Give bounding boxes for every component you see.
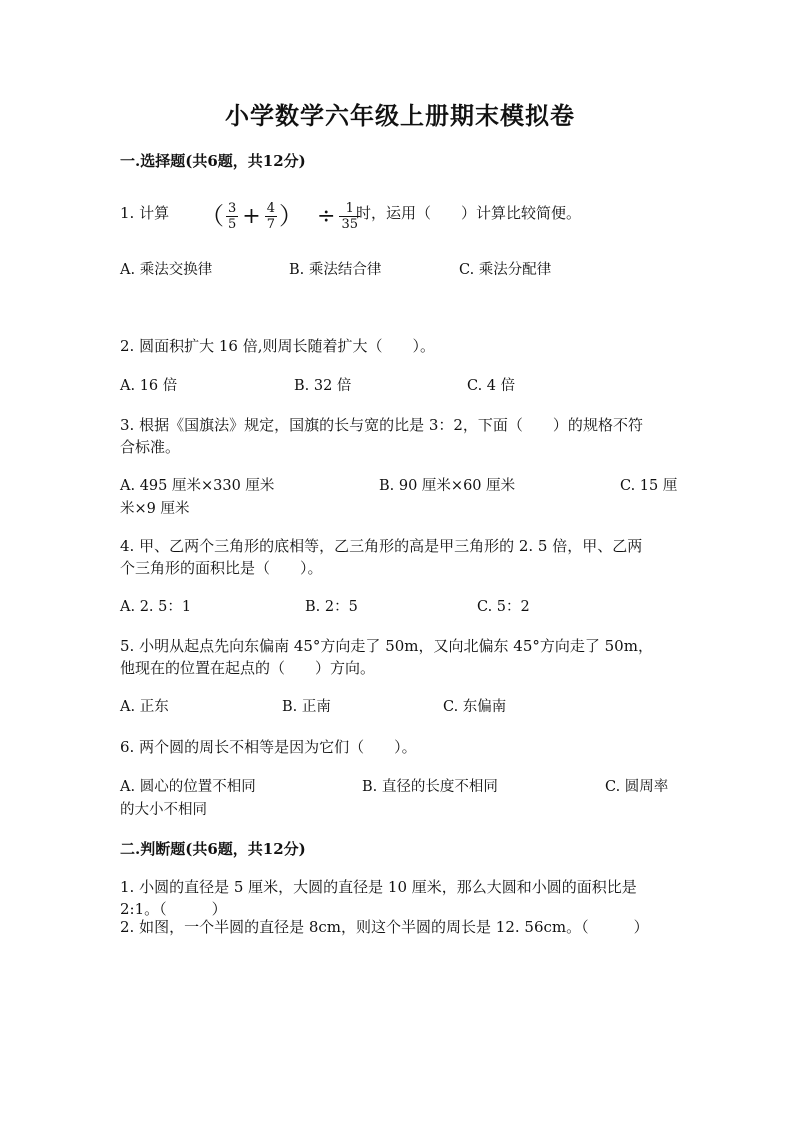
q3-option-c: C. 15 厘 bbox=[620, 478, 678, 494]
fraction-numerator: 3 bbox=[228, 200, 237, 216]
question-2: 2. 圆面积扩大 16 倍,则周长随着扩大（ ）。 bbox=[120, 337, 435, 355]
q4-option-b: B. 2：5 bbox=[305, 599, 358, 615]
fraction-numerator: 1 bbox=[345, 200, 354, 216]
q4-option-c: C. 5：2 bbox=[477, 599, 530, 615]
q6-option-c: C. 圆周率 bbox=[605, 779, 669, 795]
question-4-line1: 4. 甲、乙两个三角形的底相等，乙三角形的高是甲三角形的 2. 5 倍，甲、乙两 bbox=[120, 537, 643, 555]
q1-option-c: C. 乘法分配律 bbox=[459, 262, 552, 278]
q3-option-c-wrap: 米×9 厘米 bbox=[120, 501, 190, 517]
question-3-line1: 3. 根据《国旗法》规定，国旗的长与宽的比是 3：2，下面（ ）的规格不符 bbox=[120, 416, 643, 434]
divide-sign: ÷ bbox=[317, 203, 336, 229]
q2-option-c: C. 4 倍 bbox=[467, 378, 516, 394]
fraction-4-7 bbox=[265, 201, 277, 232]
fraction-denominator: 35 bbox=[341, 216, 358, 232]
formula-left-paren: （ bbox=[200, 202, 224, 230]
q4-option-a: A. 2. 5：1 bbox=[120, 599, 192, 615]
fraction-denominator: 7 bbox=[266, 216, 275, 232]
judge-2: 2. 如图，一个半圆的直径是 8cm，则这个半圆的周长是 12. 56cm。（ ） bbox=[120, 918, 649, 936]
q3-option-b: B. 90 厘米×60 厘米 bbox=[379, 478, 516, 494]
question-6: 6. 两个圆的周长不相等是因为它们（ ）。 bbox=[120, 738, 417, 756]
page-title: 小学数学六年级上册期末模拟卷 bbox=[225, 101, 575, 130]
section-heading-choice: 一.选择题(共6题，共12分) bbox=[120, 152, 306, 170]
question-1-formula bbox=[200, 196, 362, 236]
fraction-denominator: 5 bbox=[228, 216, 237, 232]
question-4-line2: 个三角形的面积比是（ ）。 bbox=[120, 559, 323, 577]
question-1-suffix: 时，运用（ ）计算比较简便。 bbox=[356, 204, 582, 222]
formula-right-paren: ） bbox=[279, 202, 303, 230]
question-5-line2: 他现在的位置在起点的（ ）方向。 bbox=[120, 659, 376, 677]
question-1-prefix: 1. 计算 bbox=[120, 204, 170, 222]
q1-option-b: B. 乘法结合律 bbox=[289, 262, 382, 278]
section-heading-judgement: 二.判断题(共6题，共12分) bbox=[120, 840, 306, 858]
q2-option-a: A. 16 倍 bbox=[120, 378, 178, 394]
q5-option-b: B. 正南 bbox=[282, 699, 331, 715]
question-3-line2: 合标准。 bbox=[120, 438, 181, 456]
q6-option-b: B. 直径的长度不相同 bbox=[362, 779, 498, 795]
question-5-line1: 5. 小明从起点先向东偏南 45°方向走了 50m，又向北偏东 45°方向走了 50m， bbox=[120, 637, 653, 655]
q3-option-a: A. 495 厘米×330 厘米 bbox=[120, 478, 275, 494]
q6-option-c-wrap: 的大小不相同 bbox=[120, 802, 207, 818]
q6-option-a: A. 圆心的位置不相同 bbox=[120, 779, 256, 795]
fraction-numerator: 4 bbox=[266, 200, 275, 216]
q1-option-a: A. 乘法交换律 bbox=[120, 262, 213, 278]
q2-option-b: B. 32 倍 bbox=[294, 378, 352, 394]
fraction-3-5 bbox=[226, 201, 238, 232]
q5-option-c: C. 东偏南 bbox=[443, 699, 507, 715]
q5-option-a: A. 正东 bbox=[120, 699, 169, 715]
plus-sign: + bbox=[242, 203, 261, 229]
judge-1-line2: 2:1。（ ） bbox=[120, 900, 227, 918]
judge-1-line1: 1. 小圆的直径是 5 厘米，大圆的直径是 10 厘米，那么大圆和小圆的面积比是 bbox=[120, 878, 637, 896]
